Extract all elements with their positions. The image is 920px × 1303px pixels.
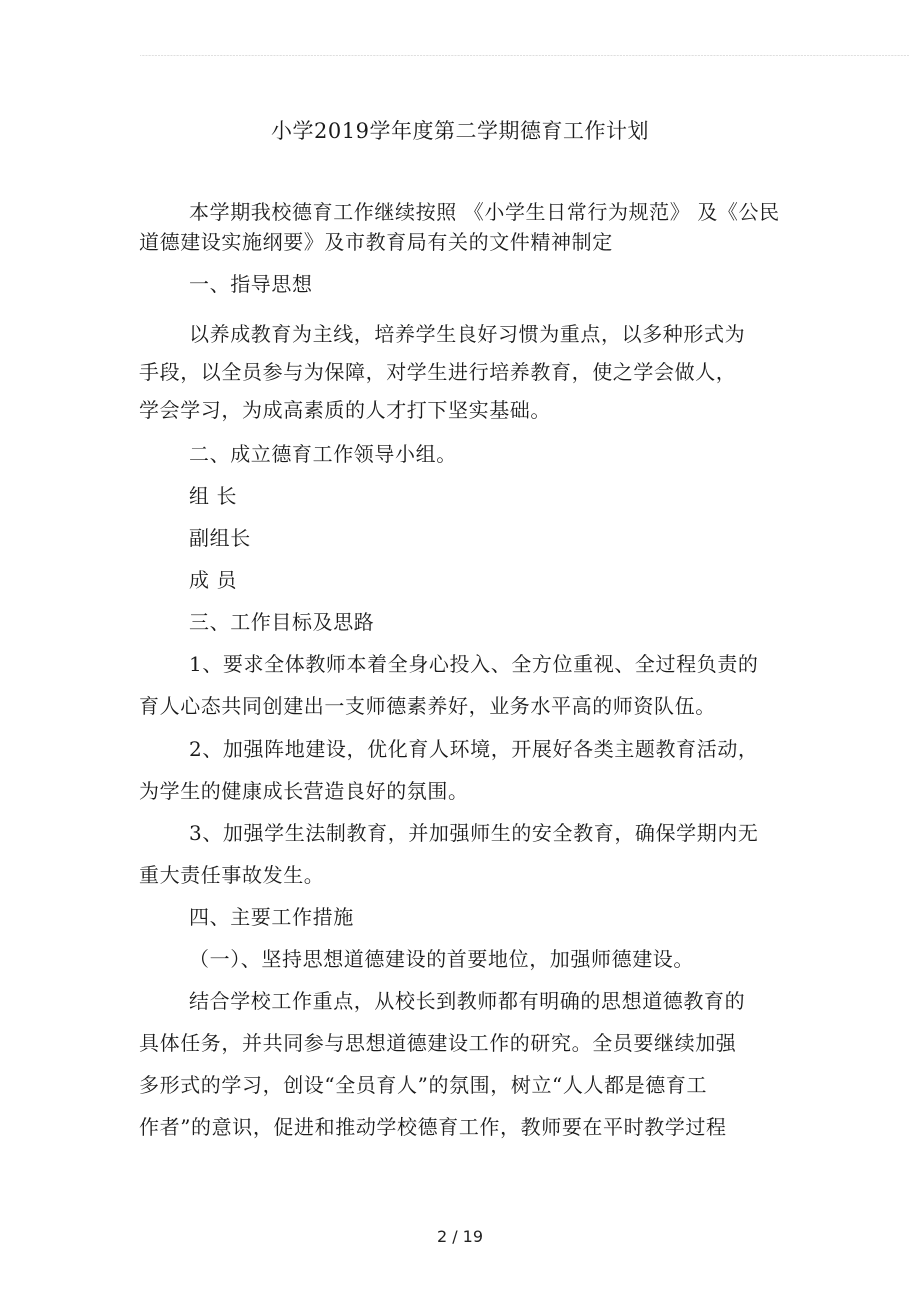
page-number: 2 / 19 — [436, 1227, 484, 1246]
paragraph-line: 具体任务，并共同参与思想道德建设工作的研究。全员要继续加强 — [139, 1031, 737, 1055]
section-heading: 四、主要工作措施 — [189, 905, 354, 929]
paragraph-line: 手段，以全员参与为保障，对学生进行培养教育，使之学会做人， — [139, 360, 737, 384]
section-heading: 一、指导思想 — [189, 272, 313, 296]
subsection-heading: （一）、坚持思想道德建设的首要地位，加强师德建设。 — [189, 947, 694, 971]
paragraph-line: 3、加强学生法制教育，并加强师生的安全教育，确保学期内无 — [189, 821, 759, 845]
role-label: 组 长 — [189, 484, 238, 508]
paragraph-line: 多形式的学习，创设“全员育人”的氛围，树立“人人都是德育工 — [139, 1073, 708, 1097]
paragraph-line: 本学期我校德育工作继续按照 《小学生日常行为规范》 及《公民 — [189, 200, 780, 224]
paragraph-line: 育人心态共同创建出一支师德素养好，业务水平高的师资队伍。 — [139, 694, 716, 718]
paragraph-line: 学会学习，为成高素质的人才打下坚实基础。 — [139, 398, 551, 422]
paragraph-line: 作者”的意识，促进和推动学校德育工作，教师要在平时教学过程 — [139, 1115, 727, 1139]
role-label: 副组长 — [189, 526, 251, 550]
paragraph-line: 1、要求全体教师本着全身心投入、全方位重视、全过程负责的 — [189, 652, 759, 676]
paragraph-line: 重大责任事故发生。 — [139, 863, 325, 887]
header-note: ........................................................................................................................................................................................................................................................................................................................................................................................................................................................................................................................................... — [140, 52, 910, 57]
paragraph-line: 结合学校工作重点，从校长到教师都有明确的思想道德教育的 — [189, 989, 746, 1013]
paragraph-line: 以养成教育为主线，培养学生良好习惯为重点，以多种形式为 — [189, 322, 746, 346]
section-heading: 二、成立德育工作领导小组。 — [189, 442, 457, 466]
paragraph-line: 道德建设实施纲要》及市教育局有关的文件精神制定 — [139, 230, 613, 254]
document-title: 小学2019学年度第二学期德育工作计划 — [271, 119, 649, 143]
section-heading: 三、工作目标及思路 — [189, 610, 375, 634]
role-label: 成 员 — [189, 568, 238, 592]
paragraph-line: 为学生的健康成长营造良好的氛围。 — [139, 779, 469, 803]
paragraph-line: 2、加强阵地建设，优化育人环境，开展好各类主题教育活动， — [189, 737, 759, 761]
